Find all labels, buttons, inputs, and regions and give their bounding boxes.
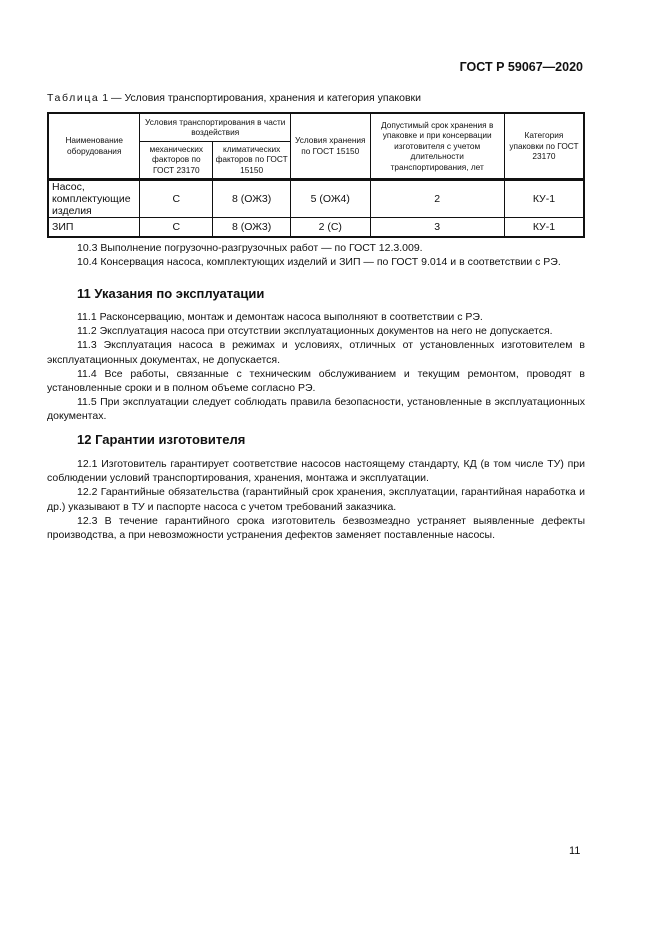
paragraph-11-4: 11.4 Все работы, связанные с техническим обслуживанием и текущим ремонтом, проводят в установленные сроки и в полном объеме согласно РЭ.: [47, 367, 585, 395]
header-climatic-factors: климатических факторов по ГОСТ 15150: [213, 141, 291, 179]
cell-name: ЗИП: [48, 217, 140, 237]
header-storage-conditions: Условия хранения по ГОСТ 15150: [291, 113, 371, 179]
cell-category: КУ-1: [504, 217, 584, 237]
cell-storage: 2 (С): [291, 217, 371, 237]
table-caption: [47, 92, 421, 104]
cell-climatic: 8 (ОЖ3): [213, 217, 291, 237]
paragraph-11-5: 11.5 При эксплуатации следует соблюдать правила безопасности, установленные в эксплуатационных документах.: [47, 396, 585, 423]
header-mechanical-factors: механических факторов по ГОСТ 23170: [140, 141, 213, 179]
paragraph-11-1: 11.1 Расконсервацию, монтаж и демонтаж насоса выполняют в соответствии с РЭ.: [77, 311, 483, 323]
table-caption-label: Таблица: [47, 92, 100, 104]
paragraph-12-2: 12.2 Гарантийные обязательства (гарантийный срок хранения, эксплуатации, гарантийная наработка и др.) указывают в ТУ и паспорте насоса с учетом требований заказчика.: [47, 486, 585, 513]
cell-term: 3: [370, 217, 504, 237]
cell-mechanical: С: [140, 217, 213, 237]
paragraph-12-1: 12.1 Изготовитель гарантирует соответствие насосов настоящему стандарту, КД (в том числе ТУ) при соблюдении условий транспортирования, хранения, монтажа и эксплуатации.: [47, 458, 585, 485]
paragraph-10-4: 10.4 Консервация насоса, комплектующих изделий и ЗИП — по ГОСТ 9.014 и в соответствии с РЭ.: [77, 256, 561, 269]
cell-term: 2: [370, 179, 504, 217]
header-storage-term: Допустимый срок хранения в упаковке и при консервации изготовителя с учетом длительности транспортирования, лет: [370, 113, 504, 179]
section-12-title: 12 Гарантии изготовителя: [77, 432, 246, 447]
paragraph-12-3: 12.3 В течение гарантийного срока изготовитель безвозмездно устраняет выявленные дефекты производства, а при невозможности устранения дефектов заменяет поставленные насосы.: [47, 514, 585, 542]
transport-storage-table: [47, 112, 585, 238]
page-number: 11: [569, 845, 581, 857]
cell-name: Насос, комплектующие изделия: [48, 179, 140, 217]
paragraph-10-3: 10.3 Выполнение погрузочно-разгрузочных работ — по ГОСТ 12.3.009.: [77, 242, 423, 254]
section-12-paragraphs: [47, 457, 585, 542]
document-code: ГОСТ Р 59067—2020: [459, 60, 583, 74]
section-11-paragraphs: [47, 310, 585, 424]
section-11-title: 11 Указания по эксплуатации: [77, 286, 265, 301]
header-transport-conditions: Условия транспортирования в части воздействия: [140, 113, 291, 141]
cell-category: КУ-1: [504, 179, 584, 217]
header-package-category: Категория упаковки по ГОСТ 23170: [504, 113, 584, 179]
cell-climatic: 8 (ОЖ3): [213, 179, 291, 217]
cell-mechanical: С: [140, 179, 213, 217]
header-equipment-name: Наименование оборудования: [48, 113, 140, 179]
paragraph-11-3: 11.3 Эксплуатация насоса в режимах и условиях, отличных от установленных изготовителем в эксплуатационных документах, не допускается.: [47, 339, 585, 366]
table-caption-text: 1 — Условия транспортирования, хранения и категория упаковки: [99, 92, 422, 104]
table-row: [48, 217, 584, 237]
cell-storage: 5 (ОЖ4): [291, 179, 371, 217]
paragraph-11-2: 11.2 Эксплуатация насоса при отсутствии эксплуатационных документов на него не допускается.: [77, 325, 553, 338]
section-10-paragraphs: [47, 241, 585, 269]
table-row: [48, 179, 584, 217]
